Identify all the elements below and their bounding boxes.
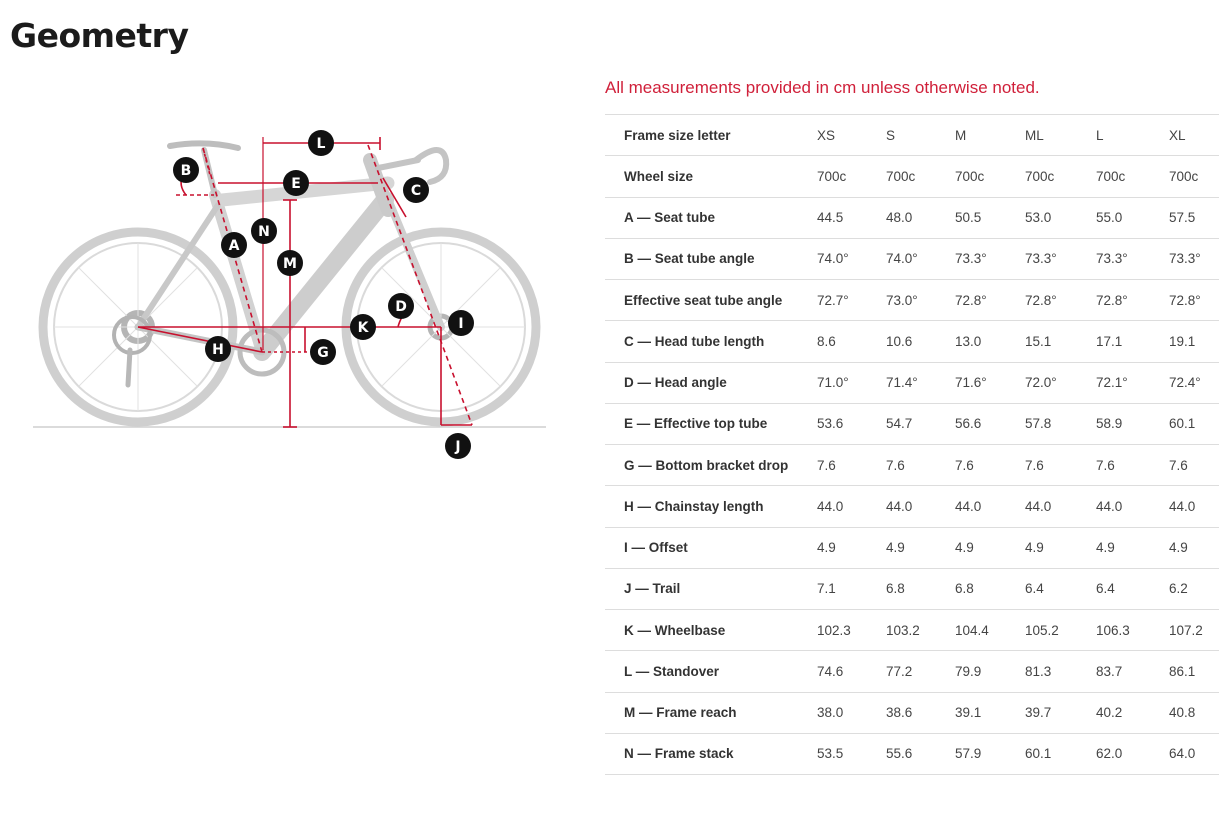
table-cell: 4.9: [955, 527, 1025, 568]
table-cell: 10.6: [886, 321, 955, 362]
row-label: L — Standover: [605, 651, 817, 692]
table-cell: 73.3°: [955, 238, 1025, 279]
row-label: Wheel size: [605, 156, 817, 197]
table-cell: 7.6: [1169, 445, 1219, 486]
svg-text:G: G: [317, 345, 329, 361]
table-cell: 60.1: [1169, 403, 1219, 444]
table-cell: 700c: [886, 156, 955, 197]
table-row: [605, 568, 1219, 609]
table-cell: 44.0: [1169, 486, 1219, 527]
row-label: C — Head tube length: [605, 321, 817, 362]
size-s: S: [886, 115, 955, 156]
callout-i: [448, 310, 474, 336]
table-row: [605, 321, 1219, 362]
callout-d: [388, 293, 414, 319]
table-cell: 7.6: [817, 445, 886, 486]
table-cell: 7.6: [955, 445, 1025, 486]
table-cell: 40.2: [1096, 692, 1169, 733]
table-cell: 102.3: [817, 610, 886, 651]
table-row: [605, 651, 1219, 692]
callout-a: [221, 232, 247, 258]
table-cell: 40.8: [1169, 692, 1219, 733]
table-cell: 79.9: [955, 651, 1025, 692]
table-cell: 81.3: [1025, 651, 1096, 692]
table-cell: 13.0: [955, 321, 1025, 362]
table-cell: 73.3°: [1169, 238, 1219, 279]
table-cell: 38.0: [817, 692, 886, 733]
table-cell: 8.6: [817, 321, 886, 362]
svg-text:I: I: [458, 316, 464, 332]
table-cell: 57.5: [1169, 197, 1219, 238]
callout-h: [205, 336, 231, 362]
table-cell: 72.1°: [1096, 362, 1169, 403]
table-cell: 58.9: [1096, 403, 1169, 444]
callout-e: [283, 170, 309, 196]
table-cell: 44.5: [817, 197, 886, 238]
table-cell: 53.6: [817, 403, 886, 444]
table-cell: 4.9: [886, 527, 955, 568]
geometry-table: [605, 114, 1219, 775]
table-row: [605, 527, 1219, 568]
table-cell: 4.9: [1169, 527, 1219, 568]
row-label: M — Frame reach: [605, 692, 817, 733]
table-cell: 7.1: [817, 568, 886, 609]
table-cell: 39.1: [955, 692, 1025, 733]
table-cell: 72.7°: [817, 280, 886, 321]
row-label: Frame size letter: [605, 115, 817, 156]
svg-text:L: L: [316, 136, 326, 152]
callout-b: [173, 157, 199, 183]
callout-k: [350, 314, 376, 340]
table-cell: 74.0°: [817, 238, 886, 279]
size-l: L: [1096, 115, 1169, 156]
callout-c: [403, 177, 429, 203]
svg-text:D: D: [395, 299, 407, 315]
table-row: [605, 733, 1219, 774]
svg-text:M: M: [283, 256, 297, 272]
table-cell: 19.1: [1169, 321, 1219, 362]
row-label: A — Seat tube: [605, 197, 817, 238]
table-cell: 44.0: [955, 486, 1025, 527]
table-cell: 60.1: [1025, 733, 1096, 774]
callout-j: [445, 433, 471, 459]
table-row: [605, 610, 1219, 651]
table-cell: 72.4°: [1169, 362, 1219, 403]
table-cell: 53.5: [817, 733, 886, 774]
table-cell: 106.3: [1096, 610, 1169, 651]
table-cell: 48.0: [886, 197, 955, 238]
table-cell: 6.4: [1096, 568, 1169, 609]
table-cell: 700c: [1025, 156, 1096, 197]
row-label: E — Effective top tube: [605, 403, 817, 444]
table-cell: 55.6: [886, 733, 955, 774]
page-title: Geometry: [10, 16, 189, 55]
table-cell: 62.0: [1096, 733, 1169, 774]
bike-geometry-diagram: [30, 120, 550, 465]
table-cell: 64.0: [1169, 733, 1219, 774]
table-cell: 56.6: [955, 403, 1025, 444]
table-cell: 700c: [1169, 156, 1219, 197]
size-ml: ML: [1025, 115, 1096, 156]
table-row: [605, 362, 1219, 403]
table-cell: 71.0°: [817, 362, 886, 403]
table-cell: 83.7: [1096, 651, 1169, 692]
table-row: [605, 197, 1219, 238]
table-cell: 44.0: [1025, 486, 1096, 527]
table-row: [605, 156, 1219, 197]
table-cell: 105.2: [1025, 610, 1096, 651]
row-label: D — Head angle: [605, 362, 817, 403]
table-cell: 107.2: [1169, 610, 1219, 651]
table-cell: 700c: [1096, 156, 1169, 197]
svg-text:J: J: [455, 439, 461, 455]
table-cell: 38.6: [886, 692, 955, 733]
table-cell: 73.3°: [1025, 238, 1096, 279]
table-row: [605, 486, 1219, 527]
table-cell: 103.2: [886, 610, 955, 651]
table-cell: 6.8: [886, 568, 955, 609]
callout-m: [308, 130, 334, 156]
table-cell: 73.0°: [886, 280, 955, 321]
callout-l: [277, 250, 303, 276]
table-cell: 4.9: [1025, 527, 1096, 568]
measurement-units-note: All measurements provided in cm unless otherwise noted.: [605, 78, 1040, 97]
table-cell: 39.7: [1025, 692, 1096, 733]
svg-text:N: N: [258, 224, 270, 240]
table-cell: 44.0: [886, 486, 955, 527]
svg-text:B: B: [180, 163, 192, 179]
table-row: [605, 280, 1219, 321]
row-label: B — Seat tube angle: [605, 238, 817, 279]
table-cell: 7.6: [1025, 445, 1096, 486]
table-cell: 44.0: [817, 486, 886, 527]
table-cell: 50.5: [955, 197, 1025, 238]
table-cell: 44.0: [1096, 486, 1169, 527]
row-label: I — Offset: [605, 527, 817, 568]
table-cell: 72.8°: [1025, 280, 1096, 321]
row-label: J — Trail: [605, 568, 817, 609]
row-label: G — Bottom bracket drop: [605, 445, 817, 486]
table-cell: 57.9: [955, 733, 1025, 774]
table-cell: 6.4: [1025, 568, 1096, 609]
table-cell: 104.4: [955, 610, 1025, 651]
table-cell: 7.6: [1096, 445, 1169, 486]
svg-text:H: H: [212, 342, 224, 358]
size-m: M: [955, 115, 1025, 156]
table-cell: 54.7: [886, 403, 955, 444]
row-label: Effective seat tube angle: [605, 280, 817, 321]
table-cell: 73.3°: [1096, 238, 1169, 279]
table-row: [605, 403, 1219, 444]
size-xl: XL: [1169, 115, 1219, 156]
table-cell: 7.6: [886, 445, 955, 486]
table-cell: 86.1: [1169, 651, 1219, 692]
row-label: H — Chainstay length: [605, 486, 817, 527]
svg-text:A: A: [228, 238, 240, 254]
svg-text:K: K: [357, 320, 369, 336]
svg-text:E: E: [291, 176, 301, 192]
table-cell: 74.0°: [886, 238, 955, 279]
callout-n: [251, 218, 277, 244]
table-row: [605, 238, 1219, 279]
table-cell: 72.8°: [1169, 280, 1219, 321]
table-cell: 53.0: [1025, 197, 1096, 238]
table-row: [605, 445, 1219, 486]
table-cell: 4.9: [817, 527, 886, 568]
table-cell: 4.9: [1096, 527, 1169, 568]
table-cell: 72.0°: [1025, 362, 1096, 403]
table-cell: 700c: [955, 156, 1025, 197]
table-cell: 17.1: [1096, 321, 1169, 362]
table-cell: 77.2: [886, 651, 955, 692]
svg-text:C: C: [410, 183, 422, 199]
table-cell: 15.1: [1025, 321, 1096, 362]
table-cell: 72.8°: [1096, 280, 1169, 321]
table-row: [605, 692, 1219, 733]
table-cell: 700c: [817, 156, 886, 197]
table-cell: 71.4°: [886, 362, 955, 403]
table-header-row: [605, 115, 1219, 156]
table-cell: 74.6: [817, 651, 886, 692]
row-label: K — Wheelbase: [605, 610, 817, 651]
table-cell: 72.8°: [955, 280, 1025, 321]
callout-g: [310, 339, 336, 365]
table-cell: 71.6°: [955, 362, 1025, 403]
table-cell: 55.0: [1096, 197, 1169, 238]
row-label: N — Frame stack: [605, 733, 817, 774]
table-cell: 57.8: [1025, 403, 1096, 444]
table-cell: 6.2: [1169, 568, 1219, 609]
table-cell: 6.8: [955, 568, 1025, 609]
size-xs: XS: [817, 115, 886, 156]
